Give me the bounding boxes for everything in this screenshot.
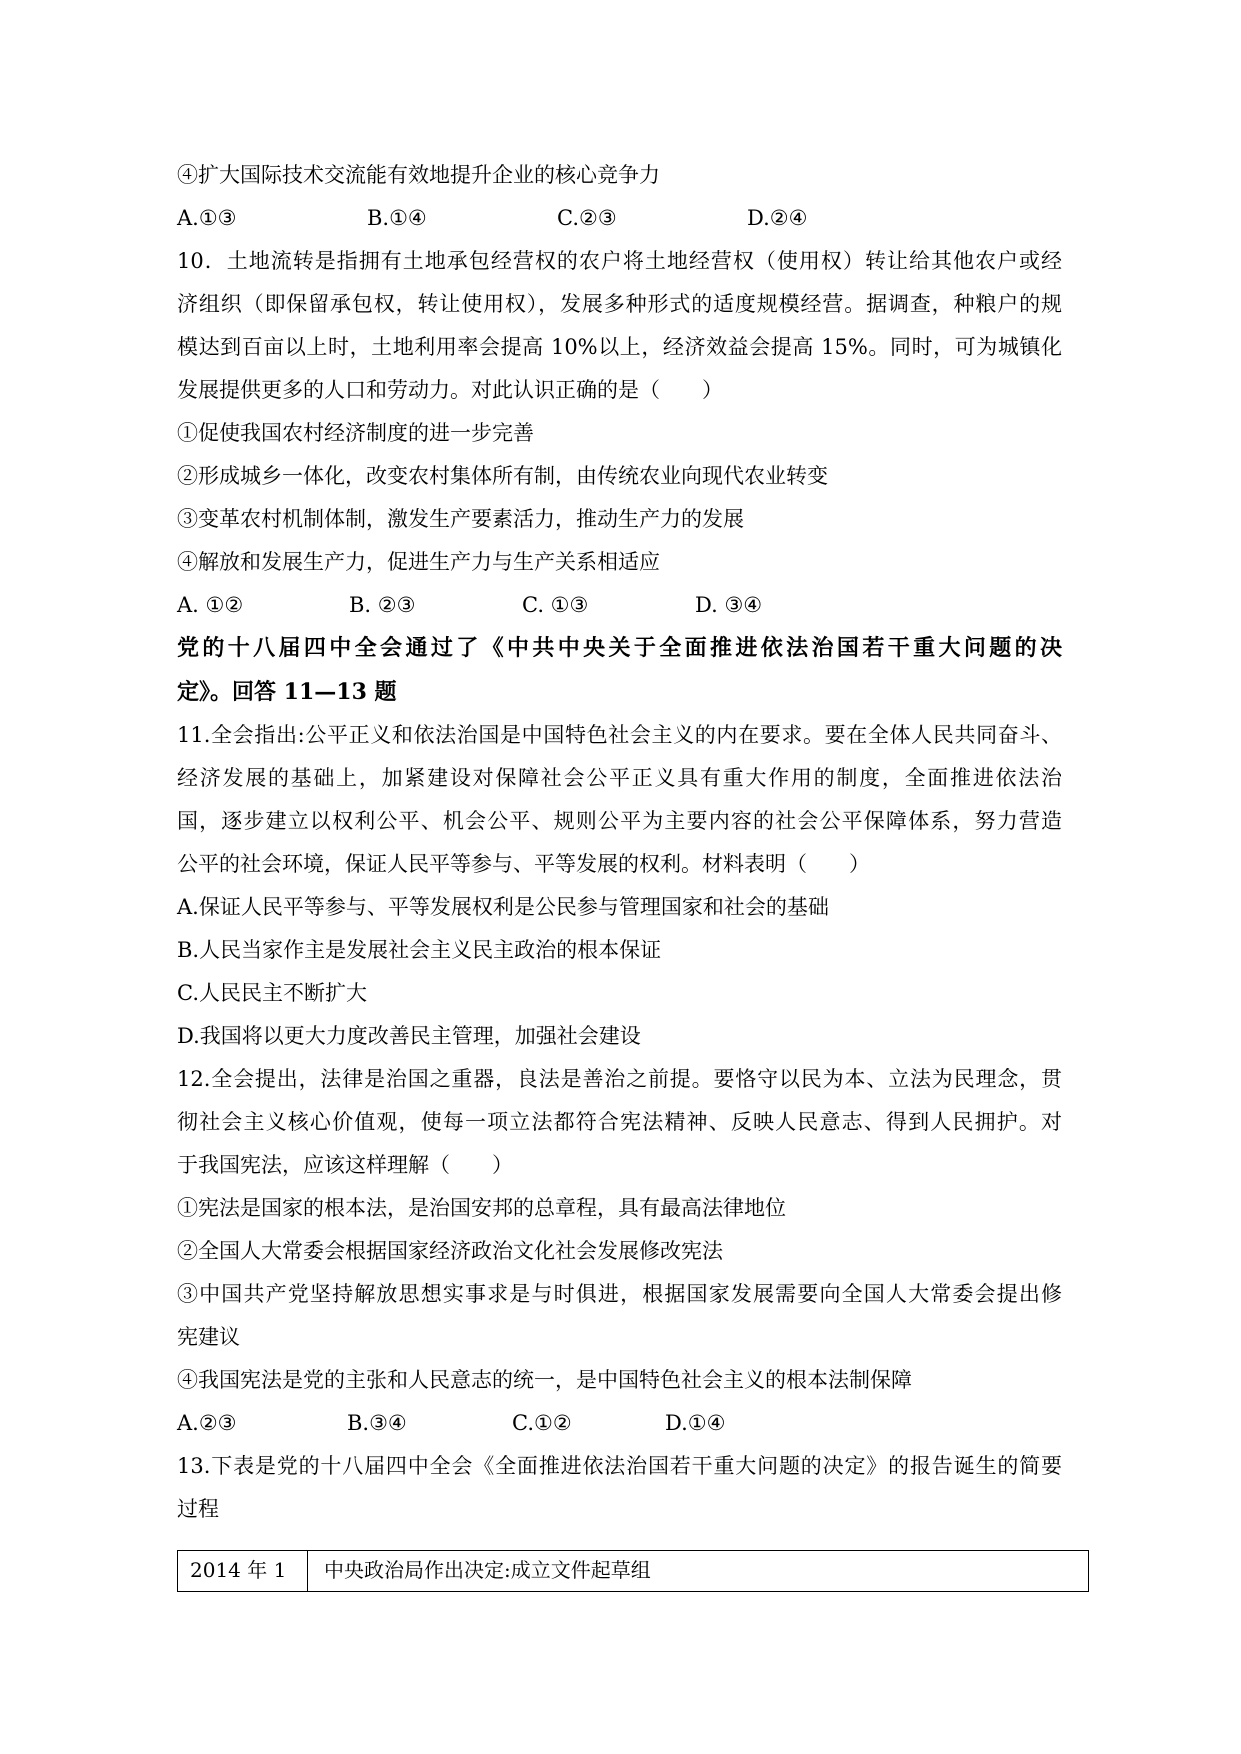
q10-options <box>177 590 877 620</box>
q11-option-b: B.人民当家作主是发展社会主义民主政治的根本保证 <box>177 938 662 962</box>
q11-option-a: A.保证人民平等参与、平等发展权利是公民参与管理国家和社会的基础 <box>177 895 829 919</box>
table-cell-event: 中央政治局作出决定:成立文件起草组 <box>324 1558 651 1582</box>
q12-statement-4: ④我国宪法是党的主张和人民意志的统一，是中国特色社会主义的根本法制保障 <box>177 1368 912 1392</box>
q11-stem-line-1: 11.全会指出:公平正义和依法治国是中国特色社会主义的内在要求。要在全体人民共同奋斗、 <box>177 723 1062 747</box>
q13-stem-line-2: 过程 <box>177 1497 219 1521</box>
q12-stem-line-2: 彻社会主义核心价值观，使每一项立法都符合宪法精神、反映人民意志、得到人民拥护。对 <box>177 1110 1062 1134</box>
q12-stem-line-3: 于我国宪法，应该这样理解（ ） <box>177 1153 513 1177</box>
table-cell-date: 2014 年 1 <box>178 1551 308 1591</box>
timeline-table <box>177 1550 1089 1592</box>
q12-option-d: D.①④ <box>665 1411 726 1435</box>
q10-statement-1: ①促使我国农村经济制度的进一步完善 <box>177 421 534 445</box>
q9-option-b: B.①④ <box>367 206 427 230</box>
q10-option-c: C. ①③ <box>522 593 589 617</box>
q12-option-b: B.③④ <box>347 1411 407 1435</box>
q10-stem-line-3: 模达到百亩以上时，土地利用率会提高 10%以上，经济效益会提高 15%。同时，可为城镇化 <box>177 335 1062 359</box>
q10-option-a: A. ①② <box>177 593 244 617</box>
q9-statement-4: ④扩大国际技术交流能有效地提升企业的核心竞争力 <box>177 163 660 187</box>
q12-options <box>177 1408 877 1438</box>
q10-stem-line-4: 发展提供更多的人口和劳动力。对此认识正确的是（ ） <box>177 378 723 402</box>
q10-statement-4: ④解放和发展生产力，促进生产力与生产关系相适应 <box>177 550 660 574</box>
q12-statement-3: ③中国共产党坚持解放思想实事求是与时俱进，根据国家发展需要向全国人大常委会提出修 <box>177 1282 1062 1306</box>
q12-option-c: C.①② <box>512 1411 572 1435</box>
q12-option-a: A.②③ <box>177 1411 237 1435</box>
q10-statement-2: ②形成城乡一体化，改变农村集体所有制，由传统农业向现代农业转变 <box>177 464 828 488</box>
q11-option-d: D.我国将以更大力度改善民主管理，加强社会建设 <box>177 1024 641 1048</box>
q9-options <box>177 203 877 233</box>
q9-option-d: D.②④ <box>747 206 808 230</box>
q11-stem-line-3: 国，逐步建立以权利公平、机会公平、规则公平为主要内容的社会公平保障体系，努力营造 <box>177 809 1062 833</box>
material-intro-line-2: 定》。回答 11—13 题 <box>177 679 397 705</box>
q10-option-b: B. ②③ <box>349 593 416 617</box>
material-intro-line-1: 党的十八届四中全会通过了《中共中央关于全面推进依法治国若干重大问题的决 <box>177 635 1062 661</box>
q13-stem-line-1: 13.下表是党的十八届四中全会《全面推进依法治国若干重大问题的决定》的报告诞生的简要 <box>177 1454 1062 1478</box>
q10-stem-line-2: 济组织（即保留承包权，转让使用权），发展多种形式的适度规模经营。据调查，种粮户的规 <box>177 292 1062 316</box>
q12-stem-line-1: 12.全会提出，法律是治国之重器，良法是善治之前提。要恪守以民为本、立法为民理念，贯 <box>177 1067 1062 1091</box>
q9-option-a: A.①③ <box>177 206 237 230</box>
q11-stem-line-4: 公平的社会环境，保证人民平等参与、平等发展的权利。材料表明（ ） <box>177 852 870 876</box>
q11-stem-line-2: 经济发展的基础上，加紧建设对保障社会公平正义具有重大作用的制度，全面推进依法治 <box>177 766 1062 790</box>
q10-option-d: D. ③④ <box>695 593 763 617</box>
q11-option-c: C.人民民主不断扩大 <box>177 981 367 1005</box>
q10-stem-line-1: 10．土地流转是指拥有土地承包经营权的农户将土地经营权（使用权）转让给其他农户或经 <box>177 249 1062 273</box>
q9-option-c: C.②③ <box>557 206 617 230</box>
q12-statement-1: ①宪法是国家的根本法，是治国安邦的总章程，具有最高法律地位 <box>177 1196 786 1220</box>
q12-statement-2: ②全国人大常委会根据国家经济政治文化社会发展修改宪法 <box>177 1239 723 1263</box>
q12-statement-3-cont: 宪建议 <box>177 1325 240 1349</box>
q10-statement-3: ③变革农村机制体制，激发生产要素活力，推动生产力的发展 <box>177 507 744 531</box>
